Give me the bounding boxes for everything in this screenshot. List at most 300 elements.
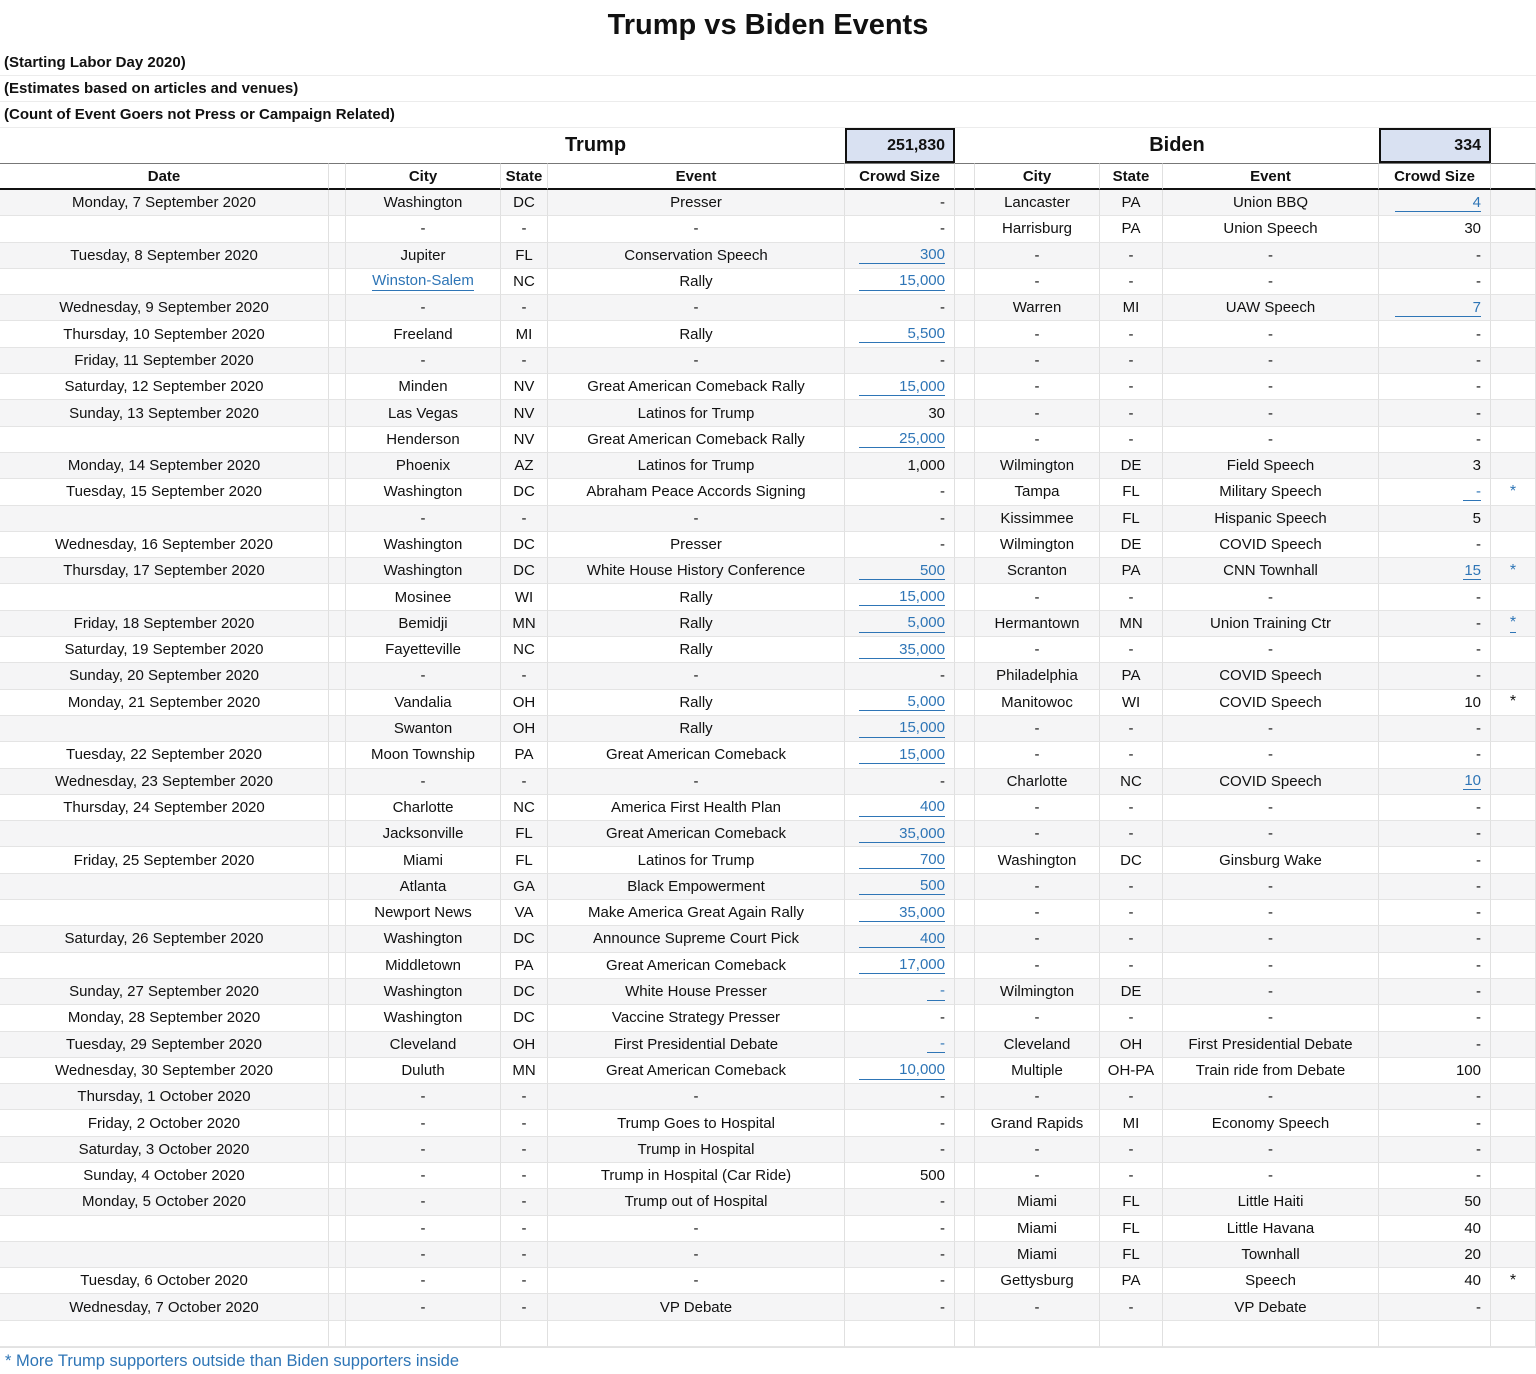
star-cell bbox=[1491, 900, 1536, 926]
trump-crowd-cell bbox=[845, 374, 955, 400]
gap-cell bbox=[955, 1110, 975, 1136]
table-row bbox=[0, 1294, 1536, 1320]
date-cell: Saturday, 12 September 2020 bbox=[0, 374, 329, 400]
footnote-asterisk: * bbox=[1509, 1271, 1517, 1289]
star-cell bbox=[1491, 1005, 1536, 1031]
biden-city-cell: - bbox=[975, 900, 1100, 926]
star-cell bbox=[1491, 506, 1536, 532]
crowd-size-link[interactable]: 5,500 bbox=[859, 325, 945, 343]
gap-cell bbox=[329, 400, 346, 426]
header-trump-crowd: Crowd Size bbox=[845, 163, 955, 190]
trump-crowd-cell: 1,000 bbox=[845, 453, 955, 479]
trump-event-cell: Great American Comeback Rally bbox=[548, 374, 845, 400]
biden-state-cell: PA bbox=[1100, 216, 1163, 242]
trump-city-cell: - bbox=[346, 1110, 501, 1136]
biden-city-cell: - bbox=[975, 321, 1100, 347]
biden-state-cell: - bbox=[1100, 1084, 1163, 1110]
trump-state-cell: NC bbox=[501, 269, 548, 295]
trump-event-cell: - bbox=[548, 769, 845, 795]
trump-state-cell: PA bbox=[501, 953, 548, 979]
biden-event-cell: UAW Speech bbox=[1163, 295, 1379, 321]
gap-cell bbox=[329, 1137, 346, 1163]
empty-cell bbox=[955, 1321, 975, 1348]
table-row bbox=[0, 1242, 1536, 1268]
biden-event-cell: Little Havana bbox=[1163, 1216, 1379, 1242]
biden-city-cell: - bbox=[975, 374, 1100, 400]
biden-crowd-cell: - bbox=[1379, 243, 1491, 269]
section-band bbox=[0, 128, 1536, 163]
star-cell bbox=[1491, 716, 1536, 742]
biden-city-cell: - bbox=[975, 1137, 1100, 1163]
trump-crowd-cell: - bbox=[845, 295, 955, 321]
trump-crowd-cell: - bbox=[845, 1189, 955, 1215]
page-title: Trump vs Biden Events bbox=[607, 8, 929, 41]
trump-state-cell: DC bbox=[501, 926, 548, 952]
biden-crowd-cell bbox=[1379, 769, 1491, 795]
biden-crowd-cell bbox=[1379, 190, 1491, 216]
biden-crowd-cell: - bbox=[1379, 1137, 1491, 1163]
biden-section-label: Biden bbox=[1149, 134, 1205, 156]
biden-event-cell: - bbox=[1163, 1084, 1379, 1110]
date-cell: Saturday, 19 September 2020 bbox=[0, 637, 329, 663]
trump-crowd-cell bbox=[845, 742, 955, 768]
trump-crowd-cell bbox=[845, 900, 955, 926]
table-row bbox=[0, 453, 1536, 479]
trump-crowd-cell: - bbox=[845, 769, 955, 795]
gap-cell bbox=[329, 506, 346, 532]
biden-crowd-cell: 30 bbox=[1379, 216, 1491, 242]
crowd-size-link[interactable]: 35,000 bbox=[859, 825, 945, 843]
date-cell: Monday, 21 September 2020 bbox=[0, 690, 329, 716]
trump-event-cell: Vaccine Strategy Presser bbox=[548, 1005, 845, 1031]
biden-city-cell: Wilmington bbox=[975, 979, 1100, 1005]
trump-event-cell: Abraham Peace Accords Signing bbox=[548, 479, 845, 505]
biden-event-cell: Military Speech bbox=[1163, 479, 1379, 505]
crowd-size-link[interactable]: 7 bbox=[1395, 299, 1481, 317]
trump-city-cell: - bbox=[346, 506, 501, 532]
biden-event-cell: - bbox=[1163, 374, 1379, 400]
star-cell bbox=[1491, 1294, 1536, 1320]
header-date: Date bbox=[0, 163, 329, 190]
table-row bbox=[0, 874, 1536, 900]
crowd-size-link[interactable]: 35,000 bbox=[859, 641, 945, 659]
crowd-size-link[interactable]: 400 bbox=[859, 798, 945, 816]
crowd-size-link[interactable]: 15 bbox=[1464, 561, 1481, 579]
band-spacer bbox=[0, 128, 329, 163]
biden-event-cell: - bbox=[1163, 348, 1379, 374]
trump-state-cell: DC bbox=[501, 532, 548, 558]
star-cell bbox=[1491, 1137, 1536, 1163]
trump-event-cell: Trump out of Hospital bbox=[548, 1189, 845, 1215]
gap-cell bbox=[955, 795, 975, 821]
date-cell bbox=[0, 506, 329, 532]
date-cell bbox=[0, 584, 329, 610]
gap-cell bbox=[955, 427, 975, 453]
biden-event-cell: Townhall bbox=[1163, 1242, 1379, 1268]
trump-city-cell: Washington bbox=[346, 558, 501, 584]
date-cell: Sunday, 4 October 2020 bbox=[0, 1163, 329, 1189]
trump-city-cell: Washington bbox=[346, 532, 501, 558]
biden-state-cell: - bbox=[1100, 1163, 1163, 1189]
biden-city-cell: Cleveland bbox=[975, 1032, 1100, 1058]
table-row bbox=[0, 795, 1536, 821]
trump-city-cell: Henderson bbox=[346, 427, 501, 453]
biden-crowd-cell bbox=[1379, 295, 1491, 321]
biden-event-cell: - bbox=[1163, 427, 1379, 453]
gap-cell bbox=[955, 1216, 975, 1242]
biden-state-cell: - bbox=[1100, 348, 1163, 374]
trump-crowd-cell: - bbox=[845, 1137, 955, 1163]
biden-crowd-cell: 50 bbox=[1379, 1189, 1491, 1215]
trump-city-cell: Washington bbox=[346, 479, 501, 505]
crowd-size-link[interactable]: 300 bbox=[859, 246, 945, 264]
trump-city-cell: - bbox=[346, 1216, 501, 1242]
gap-cell bbox=[329, 558, 346, 584]
star-cell bbox=[1491, 690, 1536, 716]
crowd-size-link[interactable]: 700 bbox=[859, 851, 945, 869]
biden-crowd-cell: - bbox=[1379, 821, 1491, 847]
biden-state-cell: - bbox=[1100, 821, 1163, 847]
trump-event-cell: Make America Great Again Rally bbox=[548, 900, 845, 926]
date-cell: Monday, 5 October 2020 bbox=[0, 1189, 329, 1215]
trump-city-cell: Miami bbox=[346, 847, 501, 873]
gap-cell bbox=[329, 427, 346, 453]
star-cell bbox=[1491, 663, 1536, 689]
date-cell: Friday, 25 September 2020 bbox=[0, 847, 329, 873]
date-cell: Tuesday, 8 September 2020 bbox=[0, 243, 329, 269]
biden-state-cell: FL bbox=[1100, 1216, 1163, 1242]
trump-city-cell: - bbox=[346, 1189, 501, 1215]
star-cell bbox=[1491, 1216, 1536, 1242]
trump-city-cell: Newport News bbox=[346, 900, 501, 926]
trump-city-cell: Fayetteville bbox=[346, 637, 501, 663]
trump-event-cell: First Presidential Debate bbox=[548, 1032, 845, 1058]
biden-event-cell: - bbox=[1163, 926, 1379, 952]
biden-event-cell: - bbox=[1163, 742, 1379, 768]
biden-crowd-cell bbox=[1379, 558, 1491, 584]
header-trump-event: Event bbox=[548, 163, 845, 190]
biden-event-cell: - bbox=[1163, 874, 1379, 900]
header-biden-city: City bbox=[975, 163, 1100, 190]
crowd-size-link[interactable]: 500 bbox=[859, 877, 945, 895]
biden-crowd-cell: - bbox=[1379, 374, 1491, 400]
biden-city-cell: Warren bbox=[975, 295, 1100, 321]
star-cell bbox=[1491, 611, 1536, 637]
trump-event-cell: White House History Conference bbox=[548, 558, 845, 584]
biden-city-cell: Hermantown bbox=[975, 611, 1100, 637]
empty-cell bbox=[1491, 1321, 1536, 1348]
crowd-size-link[interactable]: 5,000 bbox=[859, 693, 945, 711]
biden-city-cell: Scranton bbox=[975, 558, 1100, 584]
biden-event-cell: Little Haiti bbox=[1163, 1189, 1379, 1215]
gap-cell bbox=[955, 321, 975, 347]
trump-state-cell: - bbox=[501, 1242, 548, 1268]
gap-cell bbox=[955, 821, 975, 847]
trump-state-cell: MN bbox=[501, 1058, 548, 1084]
trump-state-cell: NC bbox=[501, 795, 548, 821]
date-cell: Saturday, 26 September 2020 bbox=[0, 926, 329, 952]
biden-crowd-cell: - bbox=[1379, 716, 1491, 742]
biden-crowd-cell: - bbox=[1379, 611, 1491, 637]
biden-state-cell: MN bbox=[1100, 611, 1163, 637]
star-cell bbox=[1491, 637, 1536, 663]
trump-event-cell: Trump in Hospital bbox=[548, 1137, 845, 1163]
crowd-size-link[interactable]: - bbox=[927, 982, 945, 1000]
biden-state-cell: - bbox=[1100, 1137, 1163, 1163]
gap-cell bbox=[955, 979, 975, 1005]
column-headers bbox=[0, 163, 1536, 190]
trump-event-cell: Presser bbox=[548, 532, 845, 558]
table-row bbox=[0, 1110, 1536, 1136]
star-cell bbox=[1491, 1242, 1536, 1268]
trump-state-cell: OH bbox=[501, 716, 548, 742]
trump-total: 251,830 bbox=[845, 128, 955, 163]
crowd-size-link[interactable]: 15,000 bbox=[859, 272, 945, 290]
gap-cell bbox=[955, 1058, 975, 1084]
star-cell bbox=[1491, 1268, 1536, 1294]
trump-state-cell: - bbox=[501, 1189, 548, 1215]
biden-city-cell: - bbox=[975, 874, 1100, 900]
note-estimates: (Estimates based on articles and venues) bbox=[0, 76, 1536, 102]
header-star bbox=[1491, 163, 1536, 190]
gap-cell bbox=[329, 821, 346, 847]
biden-state-cell: DE bbox=[1100, 532, 1163, 558]
trump-event-cell: Conservation Speech bbox=[548, 243, 845, 269]
biden-state-cell: OH-PA bbox=[1100, 1058, 1163, 1084]
trump-state-cell: VA bbox=[501, 900, 548, 926]
crowd-size-link[interactable]: 35,000 bbox=[859, 904, 945, 922]
trump-state-cell: - bbox=[501, 1137, 548, 1163]
crowd-size-link[interactable]: 10,000 bbox=[859, 1061, 945, 1079]
gap-cell bbox=[955, 1242, 975, 1268]
empty-cell bbox=[1100, 1321, 1163, 1348]
gap-cell bbox=[329, 690, 346, 716]
empty-cell bbox=[0, 1321, 329, 1348]
trump-city-cell: - bbox=[346, 216, 501, 242]
trump-state-cell: DC bbox=[501, 190, 548, 216]
date-cell: Saturday, 3 October 2020 bbox=[0, 1137, 329, 1163]
biden-city-cell: Harrisburg bbox=[975, 216, 1100, 242]
biden-crowd-cell: - bbox=[1379, 1294, 1491, 1320]
gap-cell bbox=[329, 374, 346, 400]
biden-city-cell: - bbox=[975, 926, 1100, 952]
gap-cell bbox=[955, 1294, 975, 1320]
trump-city-cell: - bbox=[346, 1137, 501, 1163]
biden-city-cell: - bbox=[975, 953, 1100, 979]
gap-cell bbox=[329, 663, 346, 689]
biden-event-cell: Union BBQ bbox=[1163, 190, 1379, 216]
trump-event-cell: Latinos for Trump bbox=[548, 847, 845, 873]
biden-crowd-cell: - bbox=[1379, 900, 1491, 926]
trump-section-label: Trump bbox=[564, 134, 627, 156]
trump-crowd-cell bbox=[845, 558, 955, 584]
biden-crowd-cell: - bbox=[1379, 348, 1491, 374]
biden-event-cell: Field Speech bbox=[1163, 453, 1379, 479]
trump-city-cell: Swanton bbox=[346, 716, 501, 742]
trump-event-cell: Latinos for Trump bbox=[548, 453, 845, 479]
trump-crowd-cell bbox=[845, 979, 955, 1005]
biden-crowd-cell: - bbox=[1379, 637, 1491, 663]
biden-state-cell: - bbox=[1100, 795, 1163, 821]
biden-event-cell: Train ride from Debate bbox=[1163, 1058, 1379, 1084]
biden-state-cell: PA bbox=[1100, 558, 1163, 584]
star-cell bbox=[1491, 769, 1536, 795]
trump-city-cell: Vandalia bbox=[346, 690, 501, 716]
trump-crowd-cell: - bbox=[845, 1242, 955, 1268]
band-gap bbox=[955, 128, 975, 163]
biden-state-cell: - bbox=[1100, 374, 1163, 400]
trump-city-cell: Jacksonville bbox=[346, 821, 501, 847]
biden-event-cell: Ginsburg Wake bbox=[1163, 847, 1379, 873]
crowd-size-link[interactable]: 15,000 bbox=[859, 719, 945, 737]
crowd-size-link[interactable]: 5,000 bbox=[859, 614, 945, 632]
trump-event-cell: Rally bbox=[548, 690, 845, 716]
date-cell: Tuesday, 22 September 2020 bbox=[0, 742, 329, 768]
crowd-size-link[interactable]: 400 bbox=[859, 930, 945, 948]
trump-state-cell: OH bbox=[501, 1032, 548, 1058]
trump-crowd-cell: - bbox=[845, 1294, 955, 1320]
star-cell bbox=[1491, 1084, 1536, 1110]
table-row bbox=[0, 1137, 1536, 1163]
biden-state-cell: - bbox=[1100, 926, 1163, 952]
header-gap bbox=[329, 163, 346, 190]
gap-cell bbox=[955, 190, 975, 216]
biden-state-cell: OH bbox=[1100, 1032, 1163, 1058]
biden-crowd-cell: 10 bbox=[1379, 690, 1491, 716]
empty-cell bbox=[501, 1321, 548, 1348]
crowd-size-link[interactable]: 15,000 bbox=[859, 378, 945, 396]
biden-city-cell: - bbox=[975, 637, 1100, 663]
date-cell bbox=[0, 821, 329, 847]
crowd-size-link[interactable]: - bbox=[927, 1035, 945, 1053]
crowd-size-link[interactable]: 10 bbox=[1464, 772, 1481, 790]
gap-cell bbox=[955, 1189, 975, 1215]
date-cell: Tuesday, 15 September 2020 bbox=[0, 479, 329, 505]
date-cell: Tuesday, 6 October 2020 bbox=[0, 1268, 329, 1294]
trump-state-cell: - bbox=[501, 1084, 548, 1110]
table-row bbox=[0, 190, 1536, 216]
star-cell bbox=[1491, 821, 1536, 847]
crowd-size-link[interactable]: 25,000 bbox=[859, 430, 945, 448]
band-gap bbox=[329, 128, 346, 163]
date-cell: Wednesday, 16 September 2020 bbox=[0, 532, 329, 558]
gap-cell bbox=[955, 348, 975, 374]
table-row bbox=[0, 1163, 1536, 1189]
gap-cell bbox=[329, 742, 346, 768]
table-row bbox=[0, 1216, 1536, 1242]
table-row bbox=[0, 295, 1536, 321]
trump-city-cell: Jupiter bbox=[346, 243, 501, 269]
biden-event-cell: - bbox=[1163, 584, 1379, 610]
trump-crowd-cell: - bbox=[845, 1110, 955, 1136]
table-row bbox=[0, 979, 1536, 1005]
trump-crowd-cell: - bbox=[845, 663, 955, 689]
crowd-size-link[interactable]: 15,000 bbox=[859, 746, 945, 764]
trump-crowd-cell bbox=[845, 1032, 955, 1058]
city-link[interactable]: Winston-Salem bbox=[372, 272, 474, 290]
biden-city-cell: - bbox=[975, 584, 1100, 610]
biden-state-cell: NC bbox=[1100, 769, 1163, 795]
trump-city-cell: Mosinee bbox=[346, 584, 501, 610]
star-cell bbox=[1491, 453, 1536, 479]
trump-crowd-cell bbox=[845, 821, 955, 847]
biden-crowd-cell: 5 bbox=[1379, 506, 1491, 532]
trump-city-cell: Minden bbox=[346, 374, 501, 400]
biden-crowd-cell: - bbox=[1379, 427, 1491, 453]
biden-event-cell: COVID Speech bbox=[1163, 769, 1379, 795]
table-row bbox=[0, 821, 1536, 847]
trump-state-cell: DC bbox=[501, 979, 548, 1005]
biden-city-cell: - bbox=[975, 1084, 1100, 1110]
biden-crowd-cell: - bbox=[1379, 926, 1491, 952]
biden-crowd-cell: - bbox=[1379, 742, 1491, 768]
trump-state-cell: - bbox=[501, 1163, 548, 1189]
trump-city-cell bbox=[346, 269, 501, 295]
crowd-size-link[interactable]: 500 bbox=[859, 562, 945, 580]
biden-state-cell: DC bbox=[1100, 847, 1163, 873]
star-cell bbox=[1491, 584, 1536, 610]
header-biden-crowd: Crowd Size bbox=[1379, 163, 1491, 190]
crowd-size-link[interactable]: 17,000 bbox=[859, 956, 945, 974]
crowd-size-link[interactable]: - bbox=[1463, 483, 1481, 501]
trump-state-cell: - bbox=[501, 216, 548, 242]
trump-state-cell: - bbox=[501, 663, 548, 689]
date-cell: Wednesday, 7 October 2020 bbox=[0, 1294, 329, 1320]
trump-crowd-cell bbox=[845, 716, 955, 742]
trump-state-cell: - bbox=[501, 769, 548, 795]
header-biden-event: Event bbox=[1163, 163, 1379, 190]
date-cell bbox=[0, 216, 329, 242]
biden-crowd-cell: - bbox=[1379, 321, 1491, 347]
gap-cell bbox=[955, 479, 975, 505]
gap-cell bbox=[329, 1005, 346, 1031]
crowd-size-link[interactable]: 4 bbox=[1395, 194, 1481, 212]
trump-city-cell: Middletown bbox=[346, 953, 501, 979]
biden-city-cell: Miami bbox=[975, 1242, 1100, 1268]
empty-cell bbox=[346, 1321, 501, 1348]
date-cell bbox=[0, 1216, 329, 1242]
gap-cell bbox=[329, 1058, 346, 1084]
biden-event-cell: - bbox=[1163, 243, 1379, 269]
gap-cell bbox=[955, 900, 975, 926]
table-row bbox=[0, 742, 1536, 768]
star-cell bbox=[1491, 321, 1536, 347]
trump-crowd-cell bbox=[845, 926, 955, 952]
gap-cell bbox=[329, 453, 346, 479]
biden-city-cell: - bbox=[975, 795, 1100, 821]
biden-crowd-cell: - bbox=[1379, 584, 1491, 610]
gap-cell bbox=[955, 532, 975, 558]
trump-state-cell: OH bbox=[501, 690, 548, 716]
gap-cell bbox=[955, 506, 975, 532]
trump-city-cell: Freeland bbox=[346, 321, 501, 347]
biden-event-cell: - bbox=[1163, 900, 1379, 926]
table-row bbox=[0, 348, 1536, 374]
biden-city-cell: - bbox=[975, 269, 1100, 295]
star-cell bbox=[1491, 1058, 1536, 1084]
gap-cell bbox=[329, 1268, 346, 1294]
trump-crowd-cell: 30 bbox=[845, 400, 955, 426]
biden-event-cell: Union Speech bbox=[1163, 216, 1379, 242]
gap-cell bbox=[955, 847, 975, 873]
biden-state-cell: - bbox=[1100, 584, 1163, 610]
gap-cell bbox=[955, 1268, 975, 1294]
crowd-size-link[interactable]: 15,000 bbox=[859, 588, 945, 606]
star-cell bbox=[1491, 558, 1536, 584]
trump-crowd-cell: - bbox=[845, 190, 955, 216]
footnote-asterisk[interactable]: * bbox=[1509, 614, 1517, 632]
biden-event-cell: First Presidential Debate bbox=[1163, 1032, 1379, 1058]
